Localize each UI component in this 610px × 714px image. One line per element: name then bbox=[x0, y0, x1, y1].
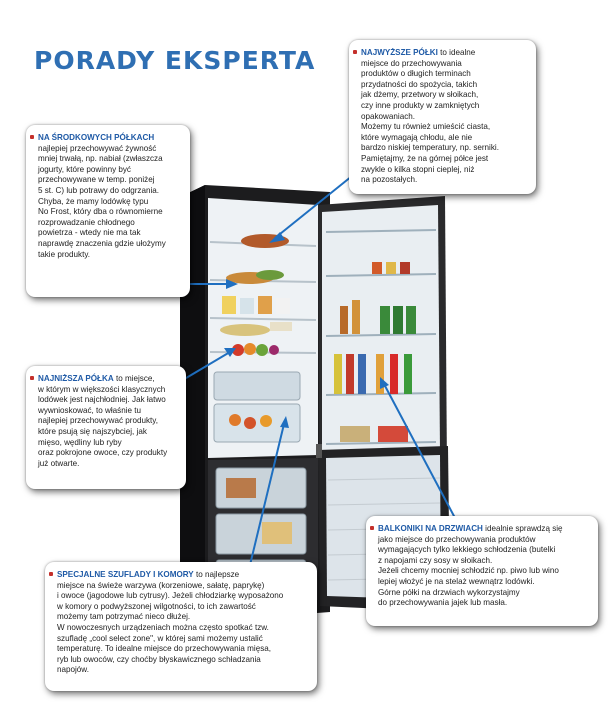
tip-special-drawers-heading: SPECJALNE SZUFLADY I KOMORY bbox=[57, 570, 194, 579]
tip-door-balconies-heading: BALKONIKI NA DRZWIACH bbox=[378, 524, 483, 533]
bullet-icon bbox=[49, 572, 53, 576]
tip-special-drawers bbox=[45, 562, 317, 691]
tip-middle-shelves-body: najlepiej przechowywać żywność mniej trwałą, np. nabiał (zwłaszcza jogurty, które powinny być przechowywane w temp. poniżej 5 st. C) lub potrawy do odgrzania. Chyba, że mamy lodówkę typu No Frost, który dba o równomierne rozprowadzanie chłodnego powietrza - wtedy nie ma tak naprawdę znaczenia gdzie ułożymy takie produkty. bbox=[38, 143, 166, 259]
tip-middle-shelves bbox=[26, 125, 190, 297]
bullet-icon bbox=[30, 135, 34, 139]
tip-lowest-shelf bbox=[26, 366, 186, 489]
page-title: PORADY EKSPERTA bbox=[34, 46, 316, 75]
bullet-icon bbox=[30, 376, 34, 380]
tip-top-shelf-heading: NAJWYŻSZE PÓŁKI bbox=[361, 48, 438, 57]
tip-door-balconies bbox=[366, 516, 598, 626]
tip-special-drawers-body: to najlepsze miejsce na świeże warzywa (korzeniowe, sałatę, paprykę) i owoce (jagodowe lub cytrusy). Jeżeli chłodziarkę wyposażono w komory o podwyższonej wilgotności, to ich zawartość możemy tam potrzymać nieco dłużej. W nowoczesnych urządzeniach można często spotkać tzw. szufladę „cool select zone", w której sami możemy ustalić temperaturę. To idealne miejsce do przechowywania mięsa, ryb lub owoców, czy choćby błyskawicznego schładzania napojów. bbox=[57, 570, 284, 675]
tip-lowest-shelf-heading: NAJNIŻSZA PÓŁKA bbox=[38, 374, 114, 383]
bullet-icon bbox=[370, 526, 374, 530]
tip-top-shelf bbox=[349, 40, 536, 194]
tip-door-balconies-body: idealnie sprawdzą się jako miejsce do przechowywania produktów wymagających tylko lekkiego schłodzenia (butelki z napojami czy sosy w słoikach. Jeżeli chcemy mocniej schłodzić np. piwo lub wino lepiej włożyć je na stelaż wewnątrz lodówki. Górne półki na drzwiach wykorzystajmy do przechowywania jajek lub masła. bbox=[378, 524, 563, 608]
tip-lowest-shelf-body: to miejsce, w którym w większości klasycznych lodówek jest najchłodniej. Jak łatwo wywnioskować, to właśnie tu najlepiej przechowywać produkty, które psują się najszybciej, jak mięso, wędliny lub ryby oraz pokrojone owoce, czy produkty już otwarte. bbox=[38, 374, 168, 468]
bullet-icon bbox=[353, 50, 357, 54]
tip-middle-shelves-heading: NA ŚRODKOWYCH PÓŁKACH bbox=[38, 133, 155, 142]
tip-top-shelf-body: to idealne miejsce do przechowywania produktów o długich terminach przydatności do spożycia, takich jak dżemy, przetwory w słoikach, czy inne produkty w zamkniętych opakowaniach. Możemy tu również umieścić ciasta, które wymagają chłodu, ale nie bardzo niskiej temperatury, np. serniki. Pamiętajmy, że na górnej półce jest zwykle o kilka stopni cieplej, niż na pozostałych. bbox=[361, 48, 499, 185]
